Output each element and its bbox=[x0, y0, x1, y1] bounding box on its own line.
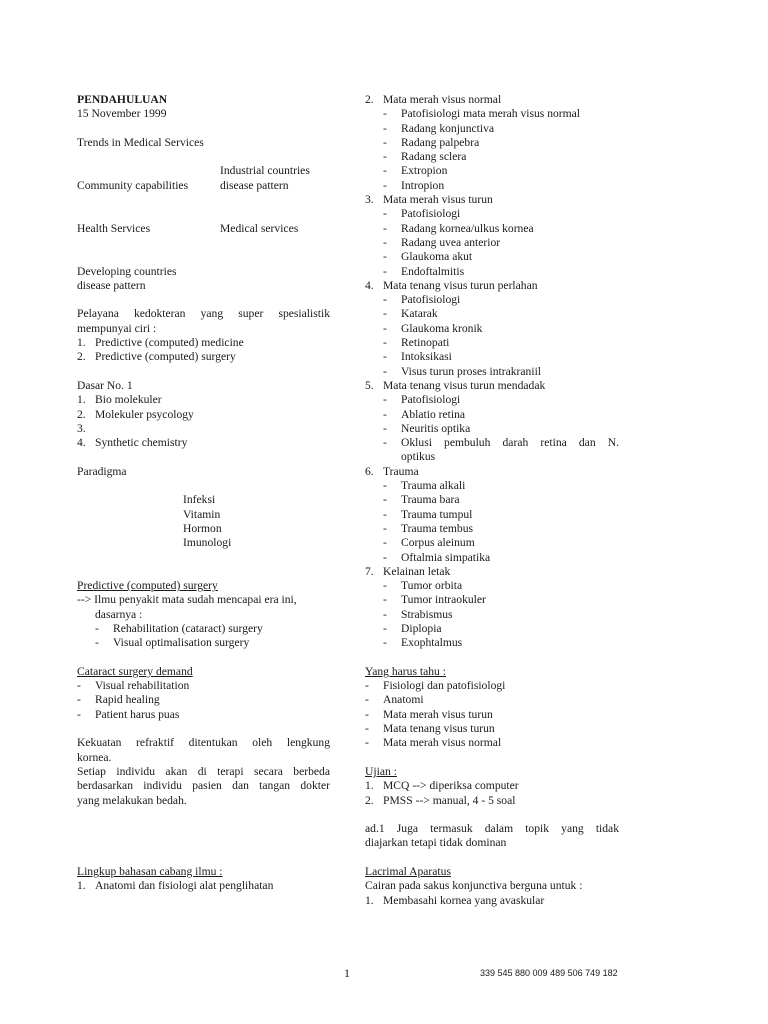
list-item: - Anatomi bbox=[365, 693, 424, 707]
list-item-continuation: optikus bbox=[401, 450, 436, 464]
list-item: 1. Predictive (computed) medicine bbox=[77, 336, 244, 350]
list-item: Vitamin bbox=[183, 507, 221, 521]
trends-heading: Trends in Medical Services bbox=[77, 135, 204, 149]
page-title: PENDAHULUAN bbox=[77, 93, 168, 106]
ps-text-1: --> Ilmu penyakit mata sudah mencapai era ini, bbox=[77, 593, 297, 607]
list-item: - Intoksikasi bbox=[383, 350, 452, 364]
medical-services-label: Medical services bbox=[220, 221, 299, 235]
list-item: - Intropion bbox=[383, 178, 445, 192]
cataract-heading: Cataract surgery demand bbox=[77, 664, 193, 678]
list-item: 2. Predictive (computed) surgery bbox=[77, 350, 236, 364]
list-item: 2. PMSS --> manual, 4 - 5 soal bbox=[365, 793, 516, 807]
list-item: - Oftalmia simpatika bbox=[383, 550, 491, 564]
list-item: - Exophtalmus bbox=[383, 636, 463, 650]
list-item: - Ablatio retina bbox=[383, 407, 466, 421]
ad1-text-1: ad.1 Juga termasuk dalam topik yang tidak bbox=[365, 822, 619, 836]
list-item: - Glaukoma kronik bbox=[383, 321, 483, 335]
list-item: - Strabismus bbox=[383, 607, 453, 621]
pelayana-text-2: mempunyai ciri : bbox=[77, 321, 157, 335]
health-services-label: Health Services bbox=[77, 221, 151, 235]
section-heading: 5. Mata tenang visus turun mendadak bbox=[365, 378, 546, 392]
list-item: Hormon bbox=[183, 521, 222, 535]
list-item: - Radang palpebra bbox=[383, 135, 480, 149]
predictive-list bbox=[77, 336, 330, 365]
list-item: - Radang konjunctiva bbox=[383, 121, 495, 135]
list-item: 3. bbox=[77, 421, 86, 435]
list-item: 1. MCQ --> diperiksa computer bbox=[365, 779, 519, 793]
list-item: - Glaukoma akut bbox=[383, 250, 473, 264]
section-heading: 2. Mata merah visus normal bbox=[365, 93, 502, 106]
list-item: - Extropion bbox=[383, 164, 448, 178]
list-item: - Tumor orbita bbox=[383, 579, 463, 593]
lacrimal-text: Cairan pada sakus konjunctiva berguna untuk : bbox=[365, 879, 583, 893]
dasar-heading: Dasar No. 1 bbox=[77, 378, 133, 392]
document-code: 339 545 880 009 489 506 749 182 bbox=[480, 968, 618, 978]
list-item: - Patofisiologi bbox=[383, 207, 461, 221]
list-item: 2. Molekuler psycology bbox=[77, 407, 194, 421]
kekuatan-text-2: kornea. bbox=[77, 750, 112, 764]
list-item: - Radang kornea/ulkus kornea bbox=[383, 221, 534, 235]
section-heading: 4. Mata tenang visus turun perlahan bbox=[365, 278, 538, 292]
predictive-surgery-heading: Predictive (computed) surgery bbox=[77, 579, 218, 593]
paradigma-list bbox=[77, 493, 330, 550]
list-item: 1. Membasahi kornea yang avaskular bbox=[365, 893, 545, 907]
list-item: - Mata merah visus normal bbox=[365, 736, 502, 750]
list-item: - Patofisiologi bbox=[383, 293, 461, 307]
section-heading: 3. Mata merah visus turun bbox=[365, 193, 493, 207]
lacrimal-heading: Lacrimal Aparatus bbox=[365, 865, 451, 879]
setiap-text-2: berdasarkan individu pasien dan tangan dokter bbox=[77, 779, 330, 793]
ad1-text-2: diajarkan tetapi tidak dominan bbox=[365, 836, 507, 850]
list-item: - Oklusi pembuluh darah retina dan N. bbox=[383, 436, 619, 450]
list-item: - Trauma alkali bbox=[383, 479, 466, 493]
kekuatan-text-1: Kekuatan refraktif ditentukan oleh lengkung bbox=[77, 736, 330, 750]
lingkup-heading: Lingkup bahasan cabang ilmu : bbox=[77, 865, 223, 879]
list-item: - Diplopia bbox=[383, 621, 442, 635]
list-item: - Corpus aleinum bbox=[383, 536, 475, 550]
list-item: - Visus turun proses intrakraniil bbox=[383, 364, 542, 378]
list-item: - Visual optimalisation surgery bbox=[95, 636, 250, 650]
list-item: - Trauma tumpul bbox=[383, 507, 473, 521]
developing-label: Developing countries bbox=[77, 264, 177, 278]
section-heading: 7. Kelainan letak bbox=[365, 564, 451, 578]
list-item: - Katarak bbox=[383, 307, 438, 321]
list-item: - Retinopati bbox=[383, 336, 450, 350]
setiap-text-1: Setiap individu akan di terapi secara berbeda bbox=[77, 764, 330, 778]
list-item: - Patient harus puas bbox=[77, 707, 180, 721]
community-label: Community capabilities bbox=[77, 178, 189, 192]
list-item: 4. Synthetic chemistry bbox=[77, 436, 188, 450]
list-item: 1. Anatomi dan fisiologi alat penglihatan bbox=[77, 879, 274, 893]
yang-harus-tahu-heading: Yang harus tahu : bbox=[365, 664, 446, 678]
list-item: 1. Bio molekuler bbox=[77, 393, 162, 407]
list-item: - Neuritis optika bbox=[383, 421, 471, 435]
list-item: - Mata tenang visus turun bbox=[365, 722, 495, 736]
list-item: - Rehabilitation (cataract) surgery bbox=[95, 621, 263, 635]
industrial-label: Industrial countries bbox=[220, 164, 310, 178]
disease-pattern-label: disease pattern bbox=[220, 178, 289, 192]
pelayana-text-1: Pelayana kedokteran yang super spesialistik bbox=[77, 307, 330, 321]
list-item: - Fisiologi dan patofisiologi bbox=[365, 679, 506, 693]
list-item: - Tumor intraokuler bbox=[383, 593, 486, 607]
date: 15 November 1999 bbox=[77, 107, 167, 121]
list-item: - Mata merah visus turun bbox=[365, 707, 493, 721]
left-column bbox=[77, 93, 330, 894]
setiap-text-3: yang melakukan bedah. bbox=[77, 793, 187, 807]
section-heading: 6. Trauma bbox=[365, 464, 419, 478]
list-item: Imunologi bbox=[183, 536, 232, 550]
list-item: - Patofisiologi bbox=[383, 393, 461, 407]
list-item: - Radang uvea anterior bbox=[383, 235, 501, 249]
ps-text-2: dasarnya : bbox=[95, 607, 143, 621]
dasar-list bbox=[77, 393, 330, 450]
list-item: - Trauma tembus bbox=[383, 521, 474, 535]
list-item: - Visual rehabilitation bbox=[77, 679, 190, 693]
ujian-heading: Ujian : bbox=[365, 764, 397, 778]
list-item: - Endoftalmitis bbox=[383, 264, 465, 278]
list-item: - Trauma bara bbox=[383, 493, 460, 507]
developing-pattern-label: disease pattern bbox=[77, 278, 146, 292]
paradigma-heading: Paradigma bbox=[77, 464, 127, 478]
list-item: Infeksi bbox=[183, 493, 216, 507]
right-column bbox=[365, 93, 619, 908]
list-item: - Rapid healing bbox=[77, 693, 160, 707]
list-item: - Radang sclera bbox=[383, 150, 467, 164]
list-item: - Patofisiologi mata merah visus normal bbox=[383, 107, 581, 121]
page-number: 1 bbox=[344, 966, 350, 980]
